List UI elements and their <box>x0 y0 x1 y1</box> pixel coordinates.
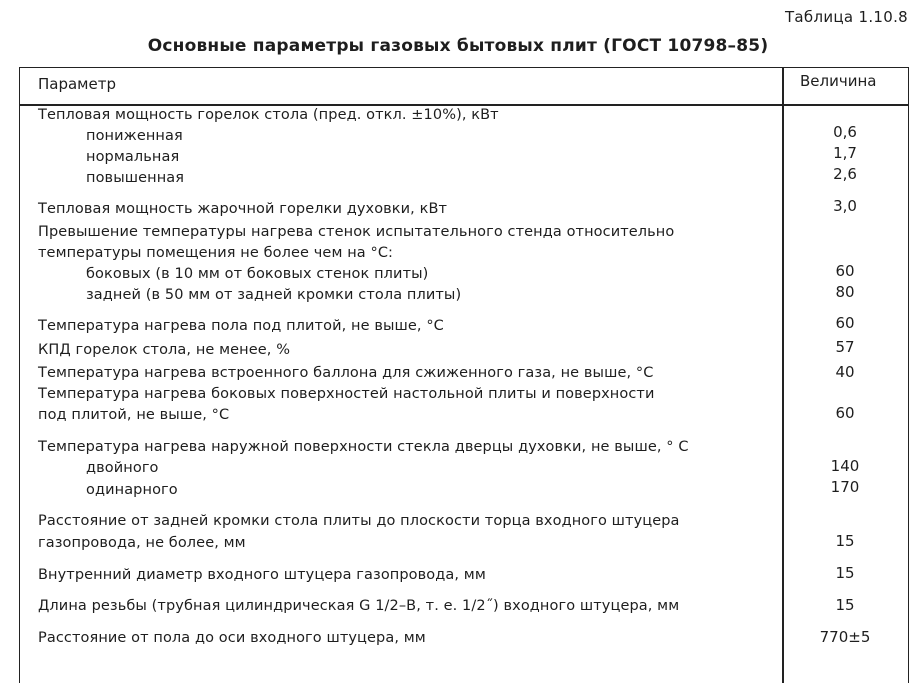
value-cell: 1,7 <box>833 144 857 162</box>
header-divider <box>19 104 909 106</box>
param-row: Температура нагрева боковых поверхностей настольной плиты и поверхности <box>38 386 655 402</box>
value-cell: 170 <box>830 478 860 496</box>
value-cell: 140 <box>830 457 860 475</box>
param-row: двойного <box>86 460 159 476</box>
param-row: боковых (в 10 мм от боковых стенок плиты) <box>86 266 429 282</box>
param-row: задней (в 50 мм от задней кромки стола плиты) <box>86 287 462 303</box>
param-row: Температура нагрева встроенного баллона для сжиженного газа, не выше, °С <box>38 365 654 381</box>
value-cell: 770±5 <box>819 628 871 646</box>
table-title: Основные параметры газовых бытовых плит (ГОСТ 10798–85) <box>147 36 769 56</box>
param-row: одинарного <box>86 482 178 498</box>
value-cell: 40 <box>835 363 855 381</box>
value-cell: 60 <box>835 404 855 422</box>
param-row: под плитой, не выше, °С <box>38 407 230 423</box>
param-row: Превышение температуры нагрева стенок испытательного стенда относительно <box>38 224 675 240</box>
param-row: повышенная <box>86 170 185 186</box>
param-row: нормальная <box>86 149 180 165</box>
param-row: Расстояние от пола до оси входного штуцера, мм <box>38 630 426 646</box>
param-row: температуры помещения не более чем на °С: <box>38 245 394 261</box>
param-row: Тепловая мощность жарочной горелки духовки, кВт <box>38 201 448 217</box>
param-row: КПД горелок стола, не менее, % <box>38 342 291 358</box>
value-cell: 2,6 <box>833 165 857 183</box>
value-cell: 15 <box>835 596 855 614</box>
param-row: Температура нагрева пола под плитой, не выше, °С <box>38 318 444 334</box>
value-cell: 60 <box>835 314 855 332</box>
value-cell: 0,6 <box>833 123 857 141</box>
value-cell: 3,0 <box>833 197 857 215</box>
param-row: Тепловая мощность горелок стола (пред. откл. ±10%), кВт <box>38 107 499 123</box>
header-value: Величина <box>800 72 877 90</box>
param-row: пониженная <box>86 128 183 144</box>
header-param: Параметр <box>38 75 116 93</box>
param-row: Расстояние от задней кромки стола плиты до плоскости торца входного штуцера <box>38 513 680 529</box>
value-cell: 15 <box>835 532 855 550</box>
param-row: Длина резьбы (трубная цилиндрическая G 1/2–В, т. е. 1/2˝) входного штуцера, мм <box>38 598 680 614</box>
table-number: Таблица 1.10.8 <box>784 8 908 26</box>
value-cell: 80 <box>835 283 855 301</box>
value-cell: 57 <box>835 338 855 356</box>
param-row: Температура нагрева наружной поверхности стекла дверцы духовки, не выше, ° С <box>38 439 689 455</box>
value-cell: 60 <box>835 262 855 280</box>
param-row: Внутренний диаметр входного штуцера газопровода, мм <box>38 567 486 583</box>
column-divider <box>782 67 784 683</box>
param-row: газопровода, не более, мм <box>38 535 246 551</box>
value-cell: 15 <box>835 564 855 582</box>
